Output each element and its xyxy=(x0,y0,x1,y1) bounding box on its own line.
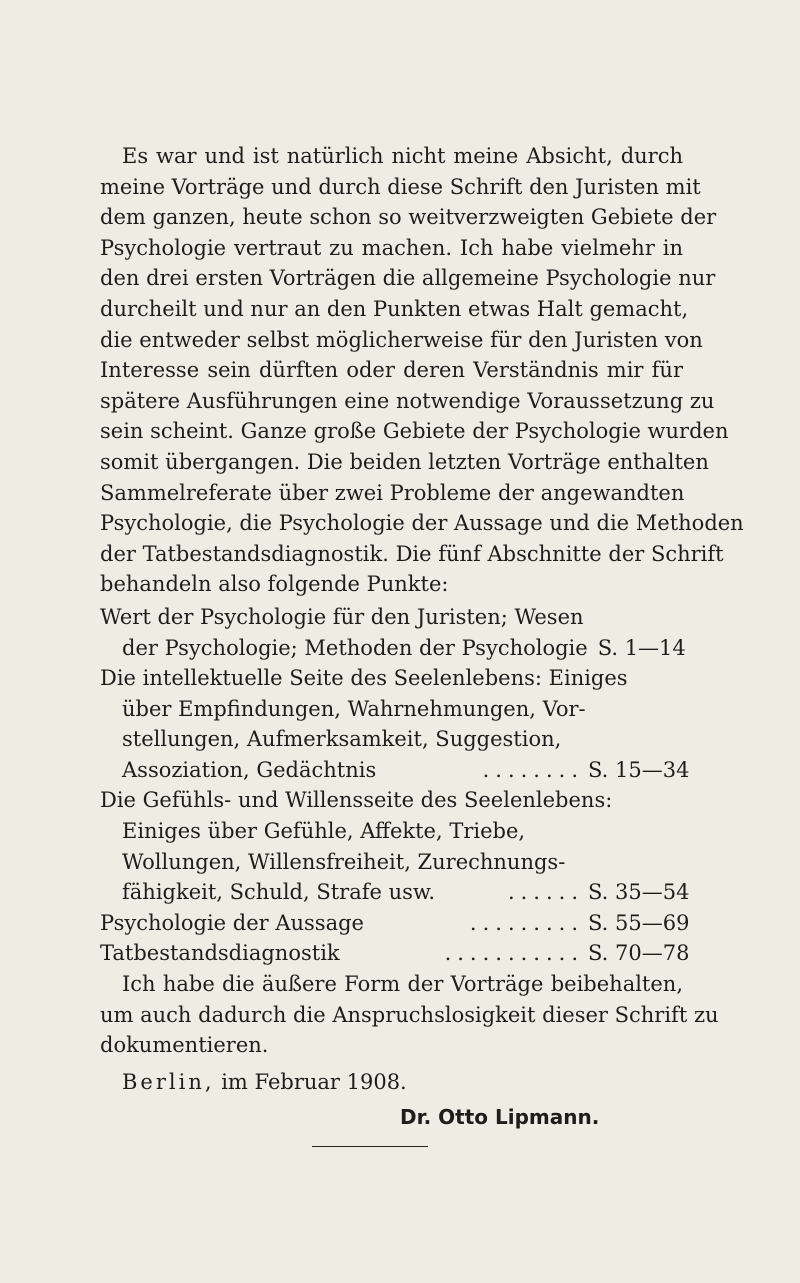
toc-line xyxy=(100,633,686,664)
toc-entry xyxy=(100,938,690,969)
author-signature: Dr. Otto Lipmann. xyxy=(400,1105,600,1130)
toc-page-range: S. 55—69 xyxy=(588,910,690,935)
toc-entry xyxy=(100,602,686,663)
page-text-block xyxy=(100,141,744,1133)
toc-leader-dots: ........ xyxy=(482,757,584,782)
toc-page-range: S. 1—14 xyxy=(597,635,686,660)
text-line: durcheilt und nur an den Punkten etwas Halt gemacht, xyxy=(100,296,689,321)
text-line: Sammelreferate über zwei Probleme der angewandten xyxy=(100,480,685,505)
toc-entry-text: Tatbestandsdiagnostik xyxy=(100,941,340,966)
text-line: behandeln also folgende Punkte: xyxy=(100,572,449,597)
text-line: meine Vorträge und durch diese Schrift den Juristen mit xyxy=(100,174,701,199)
text-line: den drei ersten Vorträgen die allgemeine Psychologie nur xyxy=(100,266,716,291)
text-line: spätere Ausführungen eine notwendige Voraussetzung zu xyxy=(100,388,715,413)
text-line: dem ganzen, heute schon so weitverzweigten Gebiete der xyxy=(100,205,717,230)
toc-entry xyxy=(100,663,690,785)
toc-entry-text: Psychologie der Aussage xyxy=(100,910,364,935)
text-line: dokumentieren. xyxy=(100,1033,269,1058)
text-line: die entweder selbst möglicherweise für den Juristen von xyxy=(100,327,703,352)
toc-line xyxy=(100,663,683,694)
toc-entry-text: der Psychologie; Methoden der Psychologie xyxy=(122,635,588,660)
toc-entry xyxy=(100,785,690,907)
toc-entry-text: stellungen, Aufmerksamkeit, Suggestion, xyxy=(122,727,562,752)
text-line: Interesse sein dürften oder deren Verständnis mir für xyxy=(100,358,683,383)
toc-line xyxy=(100,847,683,878)
intro-paragraph xyxy=(100,141,744,600)
toc-page-range: S. 35—54 xyxy=(588,880,690,905)
table-of-contents xyxy=(100,602,690,969)
toc-entry-text: über Empfindungen, Wahrnehmungen, Vor- xyxy=(122,696,586,721)
toc-line xyxy=(100,938,690,969)
toc-line xyxy=(100,602,683,633)
toc-line xyxy=(100,785,683,816)
text-line: Psychologie vertraut zu machen. Ich habe vielmehr in xyxy=(100,235,683,260)
toc-line xyxy=(100,908,690,939)
place: Berlin, xyxy=(122,1069,215,1094)
text-line: somit übergangen. Die beiden letzten Vorträge enthalten xyxy=(100,449,709,474)
toc-line xyxy=(100,755,690,786)
toc-leader-dots: ...... xyxy=(507,880,584,905)
toc-line xyxy=(100,816,683,847)
toc-entry-text: Wert der Psychologie für den Juristen; Wesen xyxy=(100,604,584,629)
toc-entry-text: Einiges über Gefühle, Affekte, Triebe, xyxy=(122,819,526,844)
toc-page-range: S. 70—78 xyxy=(588,941,690,966)
text-line: Ich habe die äußere Form der Vorträge beibehalten, xyxy=(122,972,683,997)
text-line: sein scheint. Ganze große Gebiete der Psychologie wurden xyxy=(100,419,729,444)
closing-paragraph xyxy=(100,969,719,1061)
place-and-date xyxy=(100,1067,683,1098)
text-line: um auch dadurch die Anspruchslosigkeit dieser Schrift zu xyxy=(100,1002,719,1027)
text-line: Es war und ist natürlich nicht meine Absicht, durch xyxy=(122,144,683,168)
toc-line xyxy=(100,724,683,755)
toc-leader-dots: ......... xyxy=(469,910,584,935)
toc-entry-text: fähigkeit, Schuld, Strafe usw. xyxy=(122,880,436,905)
toc-entry-text: Assoziation, Gedächtnis xyxy=(122,757,377,782)
toc-entry-text: Wollungen, Willensfreiheit, Zurechnungs- xyxy=(122,849,566,874)
text-line: Psychologie, die Psychologie der Aussage und die Methoden xyxy=(100,511,744,536)
toc-leader-dots: ........... xyxy=(444,941,584,966)
toc-page-range: S. 15—34 xyxy=(588,757,690,782)
date: im Februar 1908. xyxy=(221,1069,407,1094)
toc-entry-text: Die Gefühls- und Willensseite des Seelenlebens: xyxy=(100,788,613,813)
horizontal-rule xyxy=(312,1146,428,1147)
toc-entry-text: Die intellektuelle Seite des Seelenlebens: Einiges xyxy=(100,666,628,691)
toc-line xyxy=(100,694,683,725)
text-line: der Tatbestandsdiagnostik. Die fünf Abschnitte der Schrift xyxy=(100,541,724,566)
toc-line xyxy=(100,877,690,908)
toc-entry xyxy=(100,908,690,939)
